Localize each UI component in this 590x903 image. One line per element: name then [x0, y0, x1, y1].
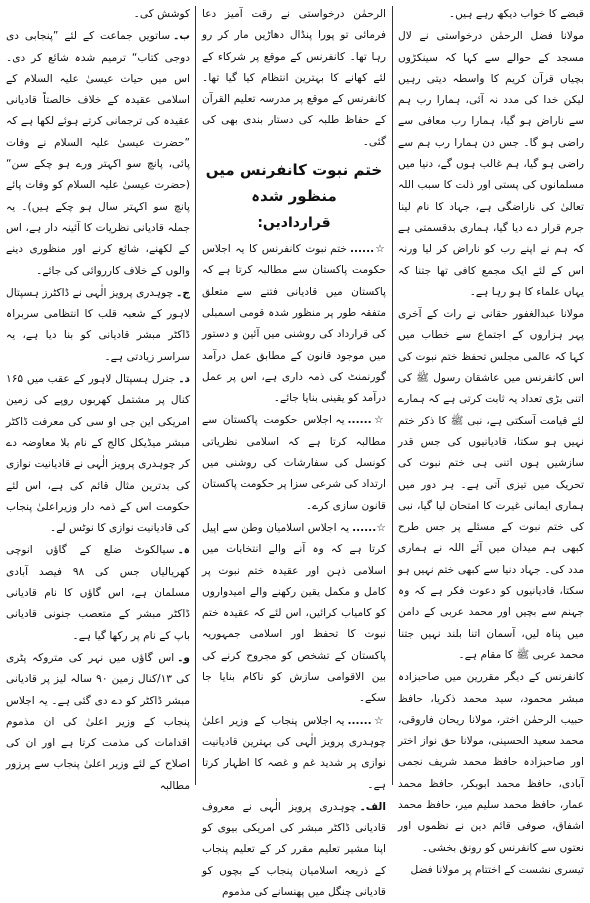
paragraph: مولانا فضل الرحمٰن درخواستی نے لال مسجد کے حوالے سے کہا کہ سینکڑوں بچیاں قرآن کریم کا واسطہ دیتی رہیں لیکن خدا کی مدد نہ آئی، ہمارا رب ہم سے ناراض ہو گیا، ہمارا رب معافی سے راضی ہو گا۔ جس دن ہمارا رب ہم سے راضی ہو گیا، ہم غالب ہوں گے، دنیا میں مسلمانوں کی پستی اور ذلت کا سبب اللہ تعالیٰ کی ناراضگی ہے، جہاد کا نام لینا جرم قرار دے دیا گیا، ہماری بدقسمتی ہے کہ ہم نے اپنے رب کو ناراض کر لیا ورنہ اس کے لئے ایک مجمع کافی تھا جتنا کہ یہاں علماء کا ہو رہا ہے۔ [398, 30, 584, 298]
paragraph: قبضے کا خواب دیکھ رہے ہیں۔ [448, 8, 584, 20]
resolution-text: سیالکوٹ ضلع کے گاؤں انوچی کھریالیاں جس کی ۹۸ فیصد آبادی مسلمان ہے، اس گاؤں کا نام قادیانی ڈاکٹر مبشر کے متعصب جنونی قادیانی باپ کے نام پر رکھا گیا ہے۔ [6, 544, 191, 642]
resolution-text: ساتویں جماعت کے لئے ”پنجابی دی دوجی کتاب“ ترمیم شدہ شائع کر دی۔ اس میں حیات عیسیٰ علیہ السلام کے اسلامی عقیدہ کے خلاف خالصتاً قادیانی عقیدہ کی ترجمانی کرتے ہوئے لکھا ہے کہ ”حضرت عیسیٰ علیہ السلام نے وفات پائی، پانچ سو اکہتر ورے ہو چکے سن“ (حضرت عیسیٰ علیہ السلام کو وفات پائے پانچ سو اکہتر سال ہو چکے ہیں)۔ یہ جملہ قادیانی نظریات کا آئینہ دار ہے، اس کے لکھنے، شائع کرنے اور منظوری دینے والوں کے خلاف کارروائی کی جائے۔ [6, 30, 190, 277]
item-marker: ب۔ [173, 30, 190, 43]
star-marker: ☆...... [352, 521, 386, 534]
item-marker: الف۔ [359, 800, 386, 813]
resolution-text: یہ اجلاس حکومت پاکستان سے مطالبہ کرتا ہے کہ اسلامی نظریاتی کونسل کی سفارشات کی روشنی میں ارتداد کی شرعی سزا پر حکومت پاکستان قانون سازی کرے۔ [202, 414, 386, 512]
star-marker: ☆...... [347, 414, 386, 427]
resolution-item [202, 239, 386, 409]
resolution-text: یہ اجلاس اسلامیان وطن سے اپیل کرتا ہے کہ وہ آنے والے انتخابات میں اسلامی ذہن اور عقیدہ ختم نبوت پر کامل و مکمل یقین رکھنے والے امیدواروں کو کامیاب کرائیں، اس لئے کہ عقیدہ ختم نبوت کا تحفظ اور اسلامی جمہوریہ پاکستان کے تشخص کو مجروح کرنے کی بین الاقوامی سازش کو ناکام بنایا جا سکے۔ [202, 521, 386, 705]
column-left [6, 4, 191, 792]
column-right [398, 4, 584, 876]
paragraph: الرحمٰن درخواستی نے رقت آمیز دعا فرمائی تو پورا پنڈال دھاڑیں مار کر رو رہا تھا۔ کانفرنس کے موقع پر شرکاء کے لئے کھانے کا بہترین انتظام کیا گیا تھا۔ کانفرنس کے موقع پر مدرسہ تعلیم القرآن کے حفاظ طلبہ کی دستار بندی بھی کی گئی۔ [202, 8, 386, 148]
paragraph: تیسری نشست کے اختتام پر مولانا فضل [410, 863, 584, 876]
section-subheading: قراردادیں: [257, 215, 331, 232]
resolution-text: چوہدری پرویز الٰہی نے ڈاکٹرز ہسپتال لاہور کے شعبہ قلب کا انتظامی سربراہ ڈاکٹر مبشر قادیانی کو بنا دیا ہے، یہ سراسر زیادتی ہے۔ [6, 286, 190, 363]
section-headline: ختم نبوت کانفرنس میں منظور شدہ [205, 161, 383, 206]
resolution-item [6, 540, 190, 646]
paragraph: کانفرنس کے دیگر مقررین میں صاحبزادہ مبشر محمود، سید محمد ذکریا، حافظ حبیب الرحمٰن اختر، مولانا ریحان فاروقی، محمد سعید الحسینی، مولانا حق نواز اختر اور صاحبزادہ حافظ محمد شریف نجمی آبادی، حافظ محمد ابوبکر، حافظ محمد عمار، حافظ محمد سلیم میر، حافظ محمد اشفاق، صوفی قائم دین نے نظموں اور نعتوں سے کانفرنس کو رونق بخشی۔ [398, 671, 584, 854]
resolution-text: ختم نبوت کانفرنس کا یہ اجلاس حکومت پاکستان سے مطالبہ کرتا ہے کہ پاکستان میں قادیانی فتنے سے متعلق متفقہ طور پر منظور شدہ قومی اسمبلی کی قرارداد کی روشنی میں آئین و دستور میں موجود قانون کے مطابق عمل درآمد گورنمنٹ کی ذمہ داری ہے، اس پر عمل درآمد کو یقینی بنایا جائے۔ [202, 243, 386, 405]
star-marker: ☆...... [347, 714, 386, 727]
resolution-text: چوہدری پرویز الٰہی نے معروف قادیانی ڈاکٹر مبشر کی امریکی بیوی کو اپنا مشیر تعلیم مقرر کر کے تعلیم پنجاب کے ذریعہ اسلامیان پنجاب کے بچوں کو قادیانی چنگل میں پھنسانے کی مذموم [202, 800, 386, 898]
star-marker: ☆...... [349, 243, 386, 256]
resolution-item [6, 283, 190, 368]
item-marker: ہ۔ [177, 544, 190, 557]
resolution-text: جنرل ہسپتال لاہور کے عقب میں ۱۶۵ کنال پر مشتمل کھربوں روپے کی زمین امریکی این جی او سی کی معرفت ڈاکٹر مبشر میڈیکل کالج کے نام بلا معاوضہ دے کر چوہدری پرویز الٰہی نے قادیانیت نوازی کی بدترین مثال قائم کی ہے، اس لئے حکومت اس کے ذمہ دار وزیراعلیٰ پنجاب کی قادیانیت نوازی کا نوٹس لے۔ [6, 373, 190, 535]
item-marker: و۔ [177, 651, 190, 664]
resolution-item [202, 518, 386, 710]
resolution-item [202, 711, 386, 796]
resolution-text: یہ اجلاس پنجاب کے وزیر اعلیٰ چوہدری پرویز الٰہی کی بہترین قادیانیت نوازی پر شدید غم و غصہ کا اظہار کرتا ہے۔ [202, 714, 386, 791]
item-marker: د۔ [178, 373, 190, 386]
item-marker: ج۔ [176, 286, 190, 299]
resolution-item [6, 648, 190, 797]
resolution-text: اس گاؤں میں نہر کی متروکہ پٹری کی ۱۳/کنال زمین ۹۰ سالہ لیز پر قادیانی مبشر ڈاکٹر کو دے دی گئی ہے۔ یہ اجلاس پنجاب کے وزیر اعلیٰ کی ان مذموم اقدامات کی مذمت کرتا ہے اور ان کی اصلاح کے لئے وزیر اعلیٰ پنجاب سے پرزور مطالبہ [6, 651, 190, 792]
resolution-item [202, 797, 386, 903]
resolution-item [6, 369, 190, 539]
resolution-item [6, 26, 190, 282]
paragraph: کوشش کی۔ [133, 8, 190, 20]
resolution-item [202, 410, 386, 516]
column-middle [202, 4, 386, 898]
column-divider [195, 6, 196, 785]
paragraph: مولانا عبدالغفور حقانی نے رات کے آخری پہر ہزاروں کے اجتماع سے خطاب میں کہا کہ عالمی مجلس تحفظ ختم نبوت کی اس کانفرنس میں عاشقان رسول ﷺ کی اتنی بڑی تعداد یہ ثابت کرتی ہے کہ ہمارے لئے قیامت آسکتی ہے، نبی ﷺ کا ذکر ختم نہیں ہو سکتا، قادیانیوں کی جس قدر سازشیں ہوں اتنی ہی ختم نبوت کی تحریک میں تیزی آتی ہے۔ ہر دور میں ہماری ایمانی غیرت کا امتحان لیا گیا، نبی کی ختم نبوت کے مسئلے پر جس طرح کبھی ہم میدان میں آئے اللہ نے ہماری مدد کی۔ جہاد دنیا سے کبھی ختم نہیں ہو سکتا، قادیانیوں کو دعوت فکر ہے کہ وہ جہنم سے بچیں اور محمد عربی کے دامن میں پناہ لیں، آسمان اتنا بلند نہیں جتنا محمد عربی ﷺ کا مقام ہے۔ [398, 308, 584, 661]
column-divider [392, 6, 393, 785]
